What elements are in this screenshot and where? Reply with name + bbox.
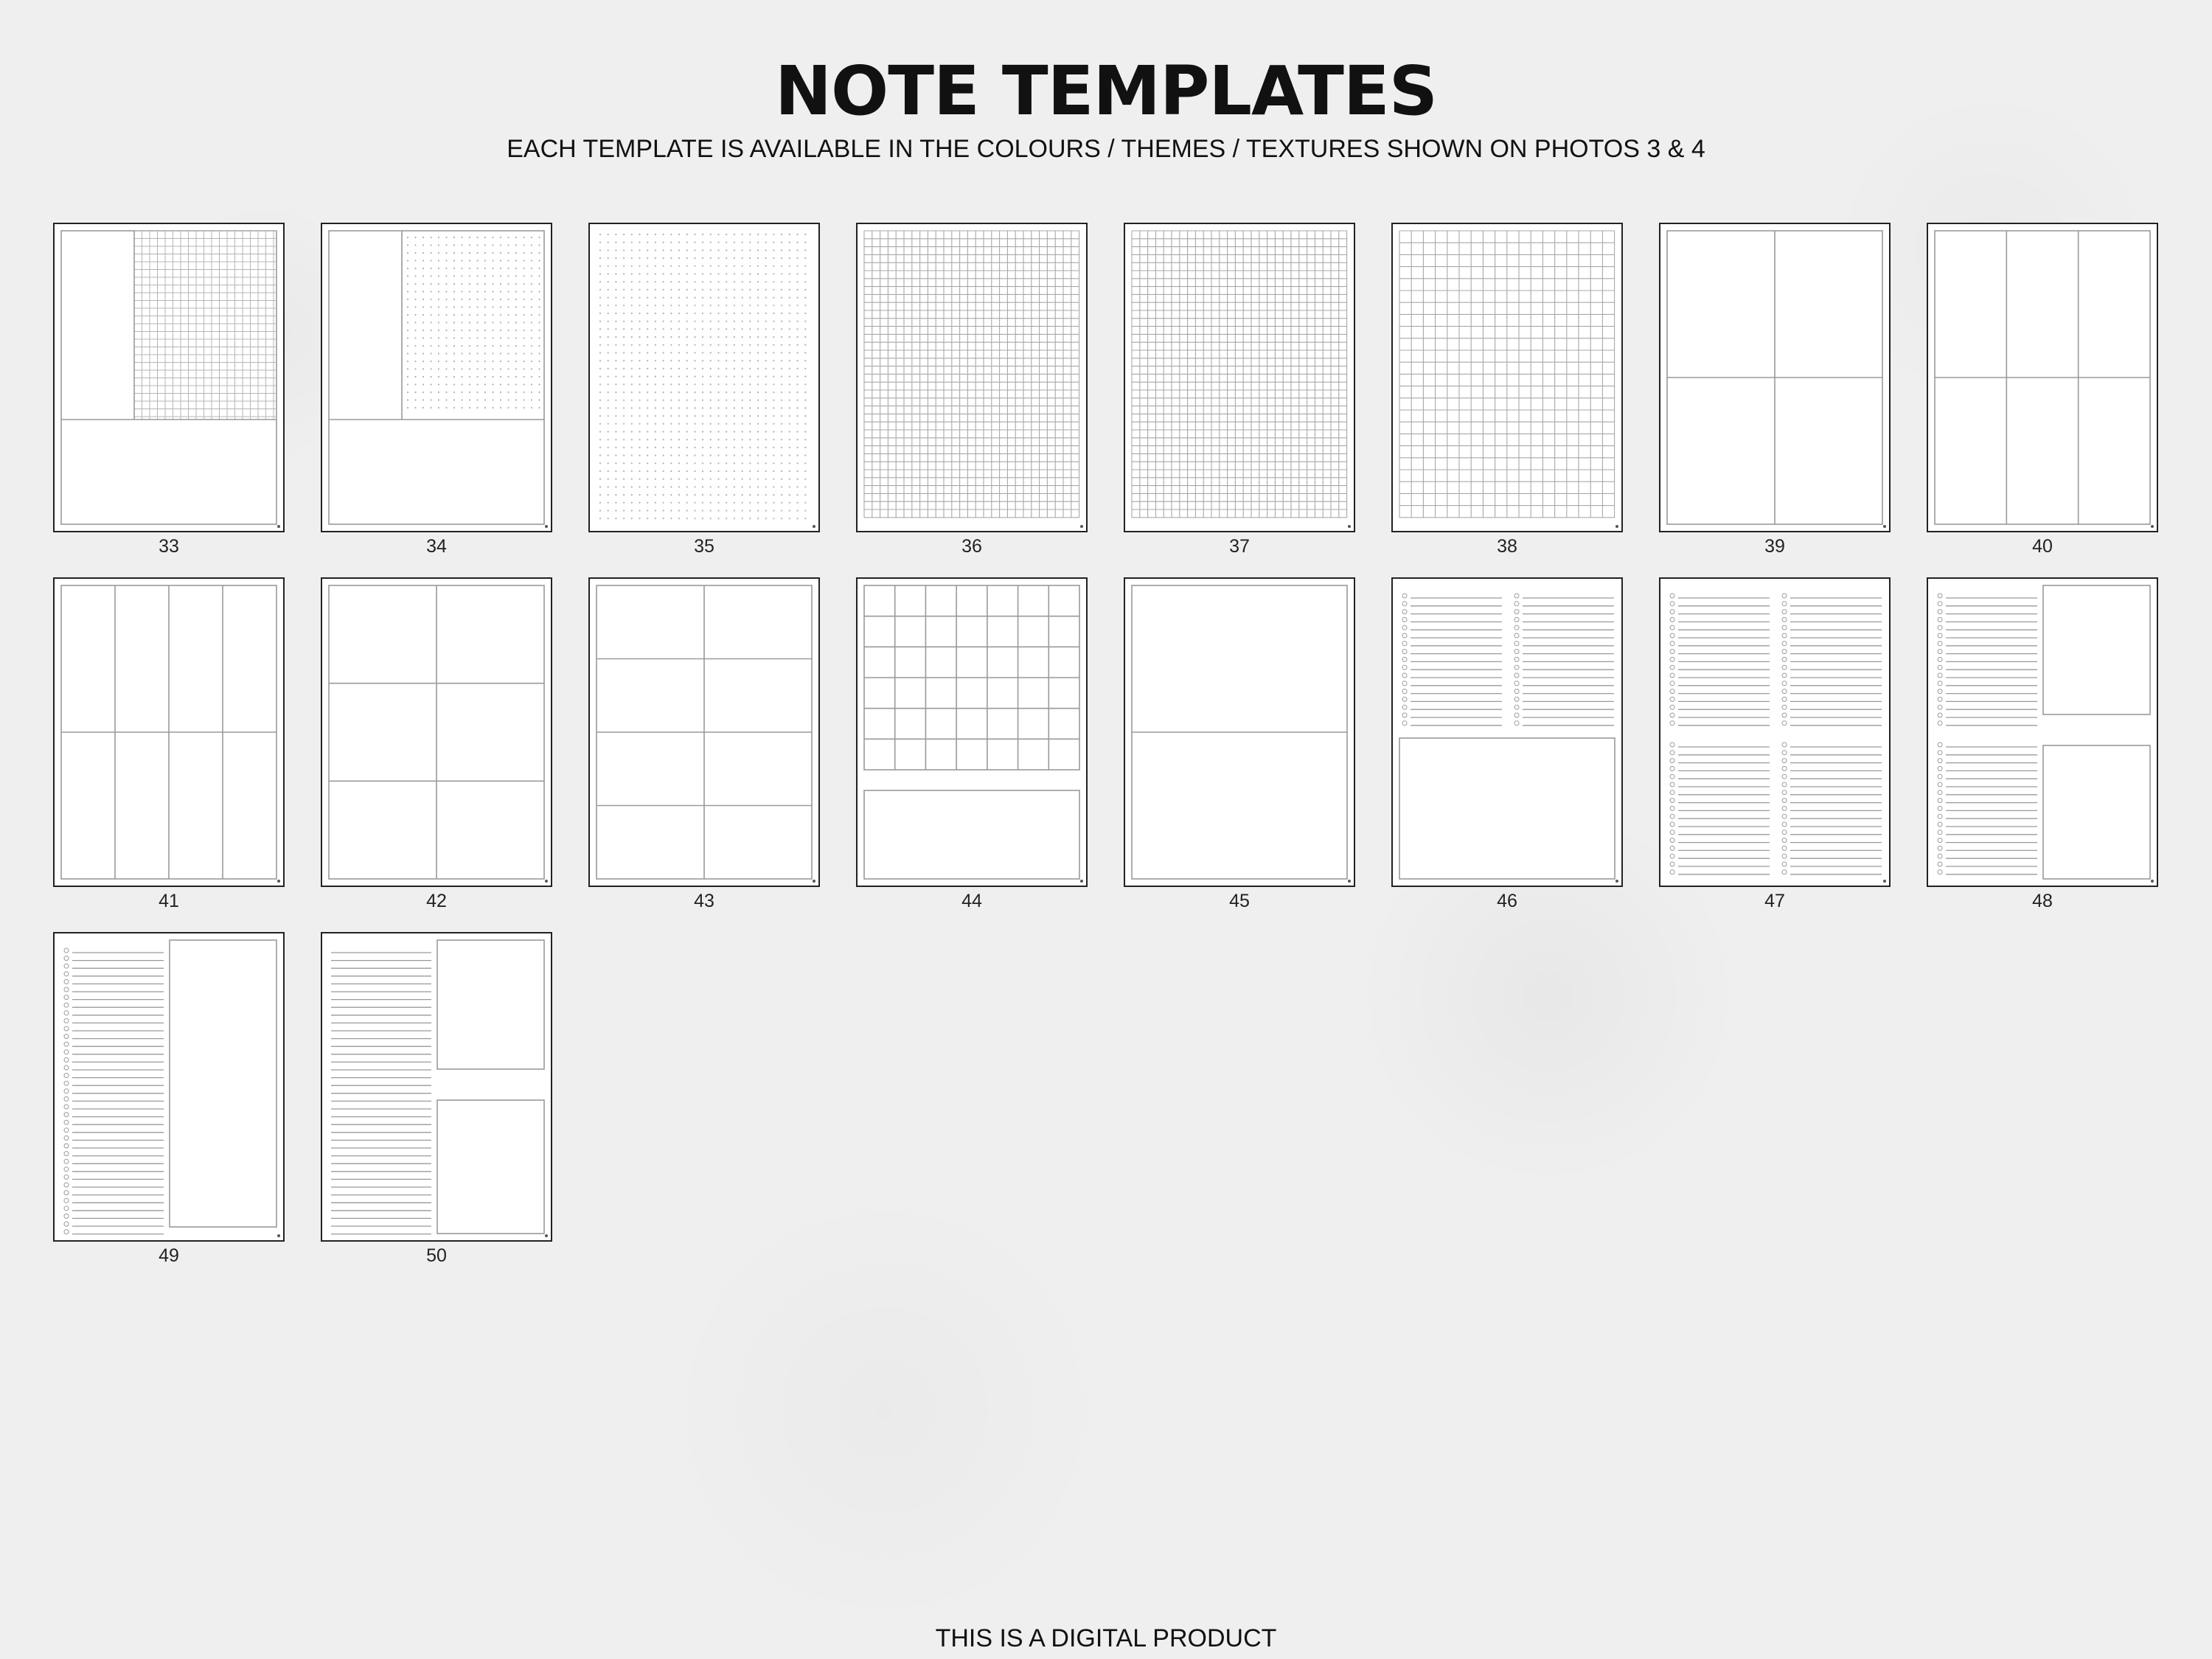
template-layout-drawing xyxy=(1928,579,2157,886)
template-tile xyxy=(1124,577,1355,917)
template-page-preview xyxy=(1927,577,2158,887)
page-corner-mark xyxy=(1883,880,1886,883)
template-number: 47 xyxy=(1764,891,1785,911)
template-number: 36 xyxy=(961,536,982,557)
template-number: 45 xyxy=(1229,891,1250,911)
page-subtitle: EACH TEMPLATE IS AVAILABLE IN THE COLOURS / THEMES / TEXTURES SHOWN ON PHOTOS 3 & 4 xyxy=(507,135,1705,163)
page-corner-mark xyxy=(545,1234,548,1237)
template-tile xyxy=(1659,223,1891,562)
template-layout-drawing xyxy=(858,224,1086,531)
template-layout-drawing xyxy=(858,579,1086,886)
template-page-preview xyxy=(1659,223,1891,532)
template-number: 33 xyxy=(159,536,179,557)
template-layout-drawing xyxy=(1125,224,1354,531)
template-page-preview xyxy=(321,223,552,532)
template-number: 40 xyxy=(2032,536,2053,557)
footer-note: THIS IS A DIGITAL PRODUCT xyxy=(935,1624,1277,1652)
page-corner-mark xyxy=(1080,880,1083,883)
template-number: 44 xyxy=(961,891,982,911)
template-page-preview xyxy=(1391,223,1623,532)
page-corner-mark xyxy=(545,880,548,883)
page-title: NOTE TEMPLATES xyxy=(775,52,1437,131)
page-corner-mark xyxy=(813,880,815,883)
page-corner-mark xyxy=(813,525,815,528)
template-page-preview xyxy=(1391,577,1623,887)
template-page-preview xyxy=(588,577,820,887)
page-corner-mark xyxy=(1080,525,1083,528)
template-layout-drawing xyxy=(322,933,551,1240)
template-page-preview xyxy=(856,577,1088,887)
template-page-preview xyxy=(1927,223,2158,532)
page-corner-mark xyxy=(1348,525,1351,528)
template-layout-drawing xyxy=(590,224,818,531)
template-page-preview xyxy=(53,223,285,532)
template-number: 50 xyxy=(426,1245,447,1266)
template-tile xyxy=(1391,223,1623,562)
page-corner-mark xyxy=(277,1234,280,1237)
template-layout-drawing xyxy=(322,579,551,886)
page-corner-mark xyxy=(1615,525,1618,528)
template-number: 48 xyxy=(2032,891,2053,911)
template-number: 38 xyxy=(1497,536,1517,557)
template-number: 34 xyxy=(426,536,447,557)
template-tile xyxy=(1124,223,1355,562)
template-number: 41 xyxy=(159,891,179,911)
template-page-preview xyxy=(321,932,552,1242)
template-tile xyxy=(53,223,285,562)
template-layout-drawing xyxy=(1660,224,1889,531)
template-number: 42 xyxy=(426,891,447,911)
template-tile xyxy=(1391,577,1623,917)
template-layout-drawing xyxy=(1125,579,1354,886)
template-tile xyxy=(53,577,285,917)
template-page-preview xyxy=(1124,223,1355,532)
template-tile xyxy=(856,223,1088,562)
template-number: 43 xyxy=(694,891,714,911)
page-corner-mark xyxy=(277,880,280,883)
template-layout-drawing xyxy=(1393,579,1621,886)
template-tile xyxy=(53,932,285,1271)
template-page-preview xyxy=(588,223,820,532)
template-page-preview xyxy=(53,577,285,887)
template-tile xyxy=(321,223,552,562)
template-tile xyxy=(1927,223,2158,562)
template-layout-drawing xyxy=(55,224,283,531)
template-tile xyxy=(856,577,1088,917)
template-page-preview xyxy=(1124,577,1355,887)
template-page-preview xyxy=(321,577,552,887)
template-number: 49 xyxy=(159,1245,179,1266)
template-number: 39 xyxy=(1764,536,1785,557)
page-corner-mark xyxy=(1615,880,1618,883)
template-number: 35 xyxy=(694,536,714,557)
template-page-preview xyxy=(1659,577,1891,887)
template-number: 46 xyxy=(1497,891,1517,911)
page-corner-mark xyxy=(2151,525,2154,528)
template-layout-drawing xyxy=(55,933,283,1240)
template-tile xyxy=(1659,577,1891,917)
template-tile xyxy=(588,223,820,562)
page-corner-mark xyxy=(2151,880,2154,883)
template-number: 37 xyxy=(1229,536,1250,557)
template-layout-drawing xyxy=(590,579,818,886)
template-tile xyxy=(321,577,552,917)
template-page-preview xyxy=(856,223,1088,532)
template-layout-drawing xyxy=(55,579,283,886)
template-page-preview xyxy=(53,932,285,1242)
template-tile xyxy=(1927,577,2158,917)
template-tile xyxy=(588,577,820,917)
template-layout-drawing xyxy=(322,224,551,531)
template-tile xyxy=(321,932,552,1271)
page-corner-mark xyxy=(277,525,280,528)
template-layout-drawing xyxy=(1928,224,2157,531)
template-layout-drawing xyxy=(1660,579,1889,886)
template-layout-drawing xyxy=(1393,224,1621,531)
page-corner-mark xyxy=(1348,880,1351,883)
page-corner-mark xyxy=(1883,525,1886,528)
page-corner-mark xyxy=(545,525,548,528)
